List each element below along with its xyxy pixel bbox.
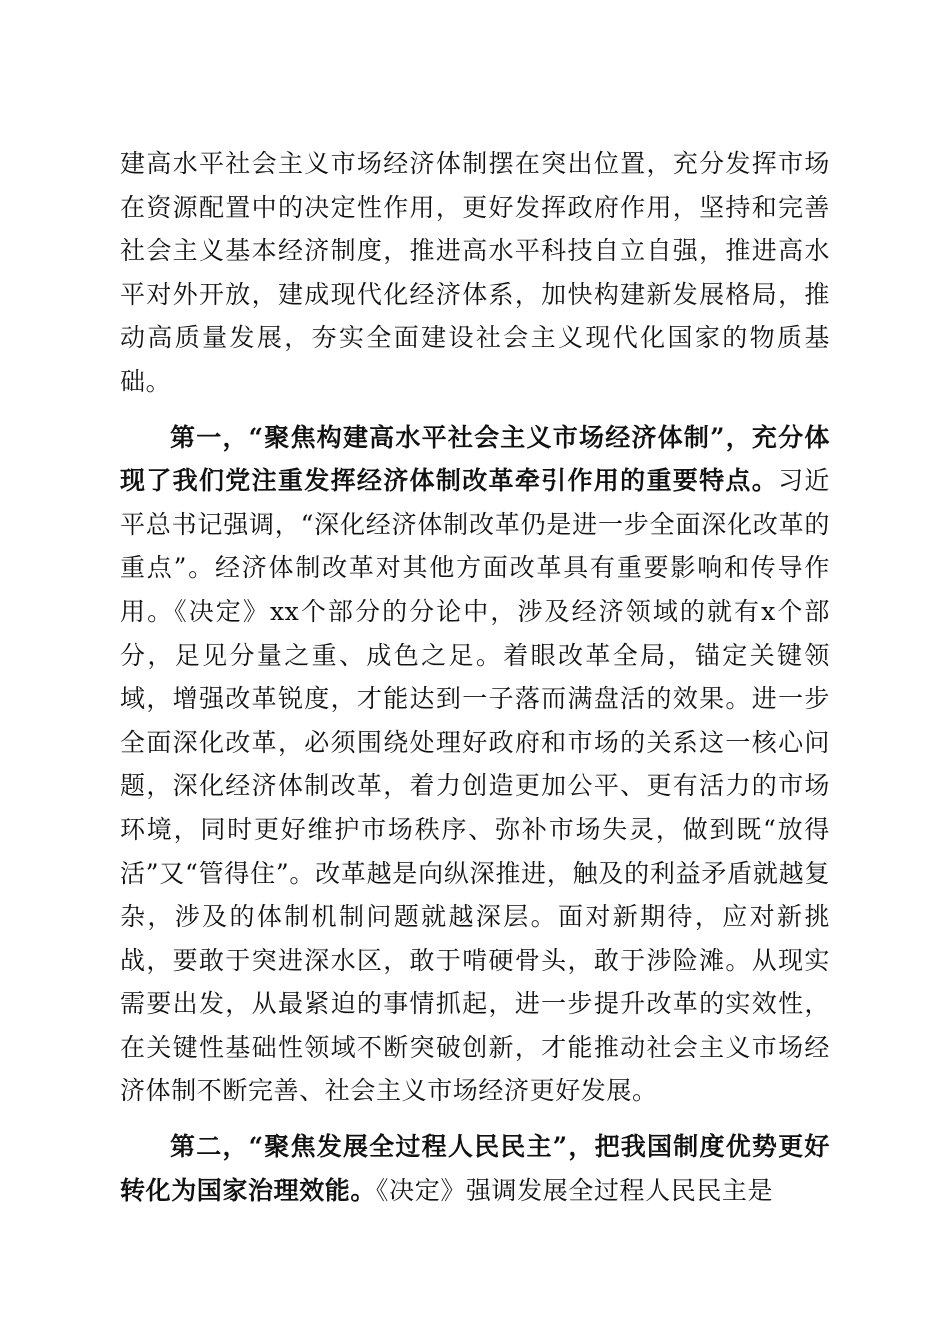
paragraph-point-one — [120, 416, 830, 1114]
paragraph-point-two — [120, 1125, 830, 1212]
document-body — [120, 142, 830, 1212]
paragraph-intro-continuation — [120, 142, 830, 404]
paragraph-text: 《决定》强调发展全过程人民民主是 — [376, 1175, 774, 1205]
paragraph-heading: 第二，“聚焦发展全过程人民民主”，把我国制度优势更好转化为国家治理效能。 — [120, 1132, 830, 1205]
paragraph-heading: 第一，“聚焦构建高水平社会主义市场经济体制”，充分体现了我们党注重发挥经济体制改革牵引作用的重要特点。 — [120, 422, 830, 496]
paragraph-text: 建高水平社会主义市场经济体制摆在突出位置，充分发挥市场在资源配置中的决定性作用，更好发挥政府作用，坚持和完善社会主义基本经济制度，推进高水平科技自立自强，推进高水平对外开放，建成现代化经济体系，加快构建新发展格局，推动高质量发展，夯实全面建设社会主义现代化国家的物质基础。 — [120, 149, 830, 396]
paragraph-text: 习近平总书记强调，“深化经济体制改革仍是进一步全面深化改革的重点”。经济体制改革对其他方面改革具有重要影响和传导作用。《决定》xx个部分的分论中，涉及经济领域的就有x个部分，足见分量之重、成色之足。着眼改革全局，锚定关键领域，增强改革锐度，才能达到一子落而满盘活的效果。进一步全面深化改革，必须围绕处理好政府和市场的关系这一核心问题，深化经济体制改革，着力创造更加公平、更有活力的市场环境，同时更好维护市场秩序、弥补市场失灵，做到既“放得活”又“管得住”。改革越是向纵深推进，触及的利益矛盾就越复杂，涉及的体制机制问题就越深层。面对新期待，应对新挑战，要敢于突进深水区，敢于啃硬骨头，敢于涉险滩。从现实需要出发，从最紧迫的事情抓起，进一步提升改革的实效性，在关键性基础性领域不断突破创新，才能推动社会主义市场经济体制不断完善、社会主义市场经济更好发展。 — [120, 466, 830, 1106]
